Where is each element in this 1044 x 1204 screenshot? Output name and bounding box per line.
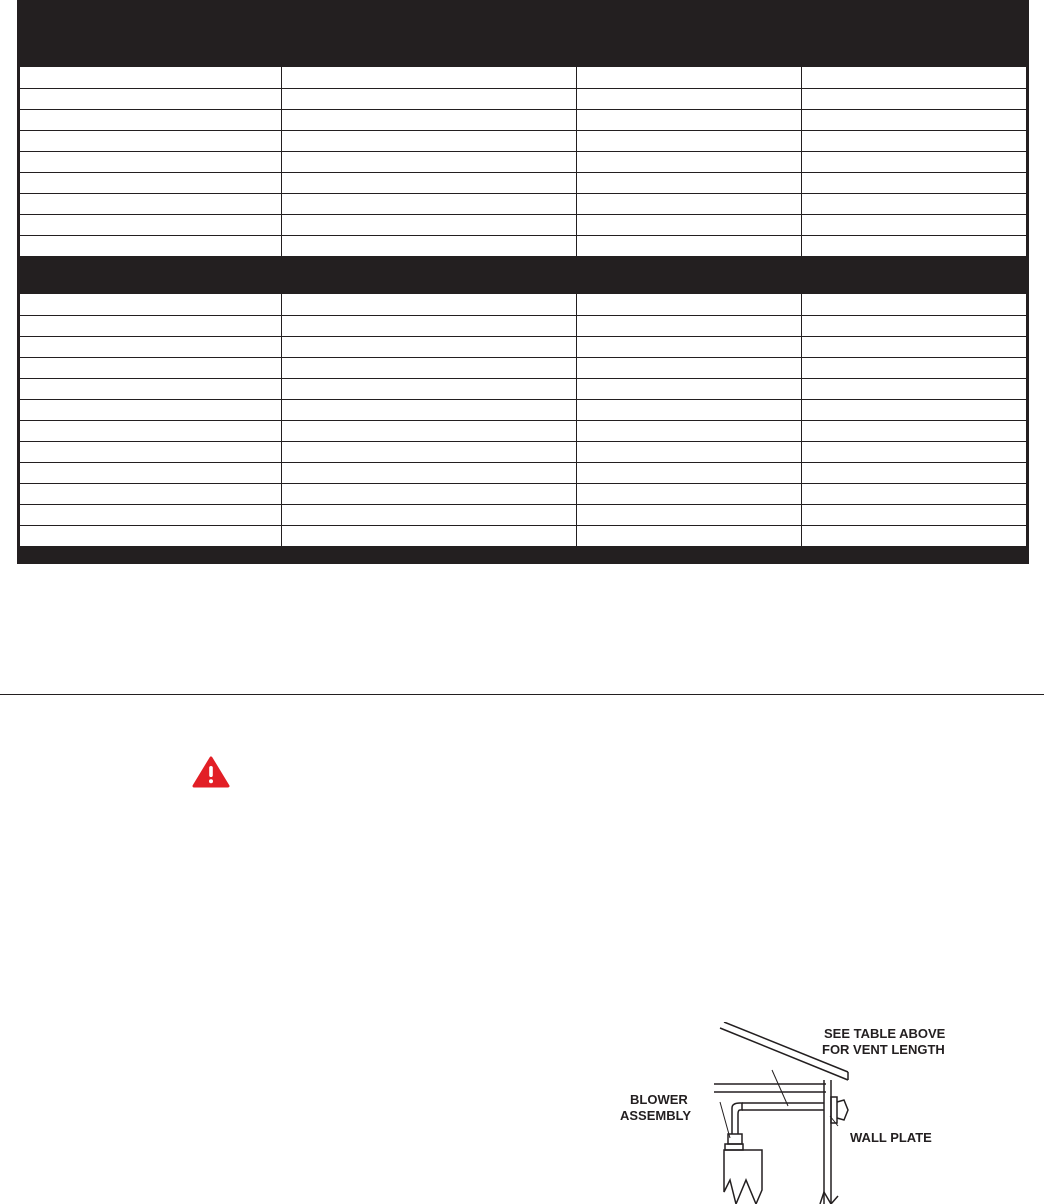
table-row [20, 525, 1026, 546]
label-blower-line2: ASSEMBLY [620, 1108, 692, 1123]
table-cell [281, 400, 576, 420]
vent-length-table [17, 0, 1029, 564]
table-row [20, 172, 1026, 193]
table-group-1 [20, 67, 1026, 256]
table-cell [801, 110, 1026, 130]
table-row [20, 441, 1026, 462]
table-cell [576, 421, 801, 441]
table-cell [281, 379, 576, 399]
table-row [20, 378, 1026, 399]
table-row [20, 294, 1026, 315]
table-group-2 [20, 294, 1026, 546]
table-cell [20, 173, 281, 193]
warning-triangle-icon [192, 756, 230, 788]
table-cell [20, 67, 281, 88]
table-cell [281, 442, 576, 462]
table-row [20, 504, 1026, 525]
label-blower-line1: BLOWER [630, 1092, 688, 1107]
table-cell [801, 400, 1026, 420]
table-cell [281, 358, 576, 378]
table-row [20, 151, 1026, 172]
table-cell [281, 89, 576, 109]
table-cell [801, 194, 1026, 214]
table-cell [281, 316, 576, 336]
table-cell [576, 526, 801, 546]
table-cell [801, 131, 1026, 151]
table-cell [281, 67, 576, 88]
table-cell [801, 484, 1026, 504]
table-cell [801, 337, 1026, 357]
table-cell [576, 358, 801, 378]
table-cell [801, 294, 1026, 315]
table-cell [576, 67, 801, 88]
table-row [20, 130, 1026, 151]
table-row [20, 109, 1026, 130]
table-cell [20, 215, 281, 235]
table-cell [20, 505, 281, 525]
table-cell [801, 379, 1026, 399]
table-cell [281, 463, 576, 483]
table-cell [801, 442, 1026, 462]
table-cell [20, 337, 281, 357]
table-cell [801, 215, 1026, 235]
table-row [20, 235, 1026, 256]
table-cell [20, 236, 281, 256]
table-cell [801, 316, 1026, 336]
table-cell [576, 194, 801, 214]
table-cell [576, 131, 801, 151]
table-cell [281, 421, 576, 441]
table-cell [20, 131, 281, 151]
table-cell [20, 526, 281, 546]
table-cell [20, 400, 281, 420]
table-row [20, 357, 1026, 378]
table-cell [576, 379, 801, 399]
table-row [20, 336, 1026, 357]
table-cell [20, 379, 281, 399]
table-cell [20, 89, 281, 109]
table-cell [20, 152, 281, 172]
table-cell [576, 316, 801, 336]
table-cell [576, 294, 801, 315]
table-cell [801, 152, 1026, 172]
table-cell [281, 294, 576, 315]
table-cell [801, 173, 1026, 193]
vent-installation-diagram [612, 1022, 964, 1204]
table-cell [576, 463, 801, 483]
table-cell [281, 526, 576, 546]
table-cell [281, 337, 576, 357]
table-cell [20, 194, 281, 214]
table-cell [281, 236, 576, 256]
table-cell [576, 400, 801, 420]
table-cell [576, 337, 801, 357]
table-cell [801, 526, 1026, 546]
table-cell [576, 152, 801, 172]
table-cell [801, 505, 1026, 525]
table-cell [281, 173, 576, 193]
table-row [20, 67, 1026, 88]
table-cell [576, 110, 801, 130]
table-cell [20, 463, 281, 483]
table-cell [20, 294, 281, 315]
table-cell [281, 152, 576, 172]
table-row [20, 462, 1026, 483]
table-cell [281, 131, 576, 151]
label-vent-line2: FOR VENT LENGTH [822, 1042, 945, 1057]
table-cell [801, 67, 1026, 88]
table-cell [281, 194, 576, 214]
table-cell [801, 421, 1026, 441]
table-row [20, 193, 1026, 214]
table-cell [281, 215, 576, 235]
table-cell [281, 110, 576, 130]
table-cell [576, 505, 801, 525]
table-row [20, 399, 1026, 420]
table-cell [576, 89, 801, 109]
table-cell [20, 358, 281, 378]
table-row [20, 483, 1026, 504]
table-row [20, 88, 1026, 109]
table-cell [20, 110, 281, 130]
table-row [20, 315, 1026, 336]
section-divider [0, 694, 1044, 695]
label-wall-plate: WALL PLATE [850, 1130, 932, 1145]
table-cell [576, 236, 801, 256]
table-cell [576, 442, 801, 462]
table-cell [20, 484, 281, 504]
table-row [20, 214, 1026, 235]
table-cell [20, 442, 281, 462]
table-cell [20, 316, 281, 336]
label-vent-line1: SEE TABLE ABOVE [824, 1026, 946, 1041]
table-row [20, 420, 1026, 441]
table-cell [576, 173, 801, 193]
table-cell [801, 236, 1026, 256]
table-cell [20, 421, 281, 441]
table-cell [801, 89, 1026, 109]
table-cell [576, 484, 801, 504]
table-cell [801, 358, 1026, 378]
table-cell [576, 215, 801, 235]
table-cell [281, 484, 576, 504]
table-cell [281, 505, 576, 525]
table-cell [801, 463, 1026, 483]
